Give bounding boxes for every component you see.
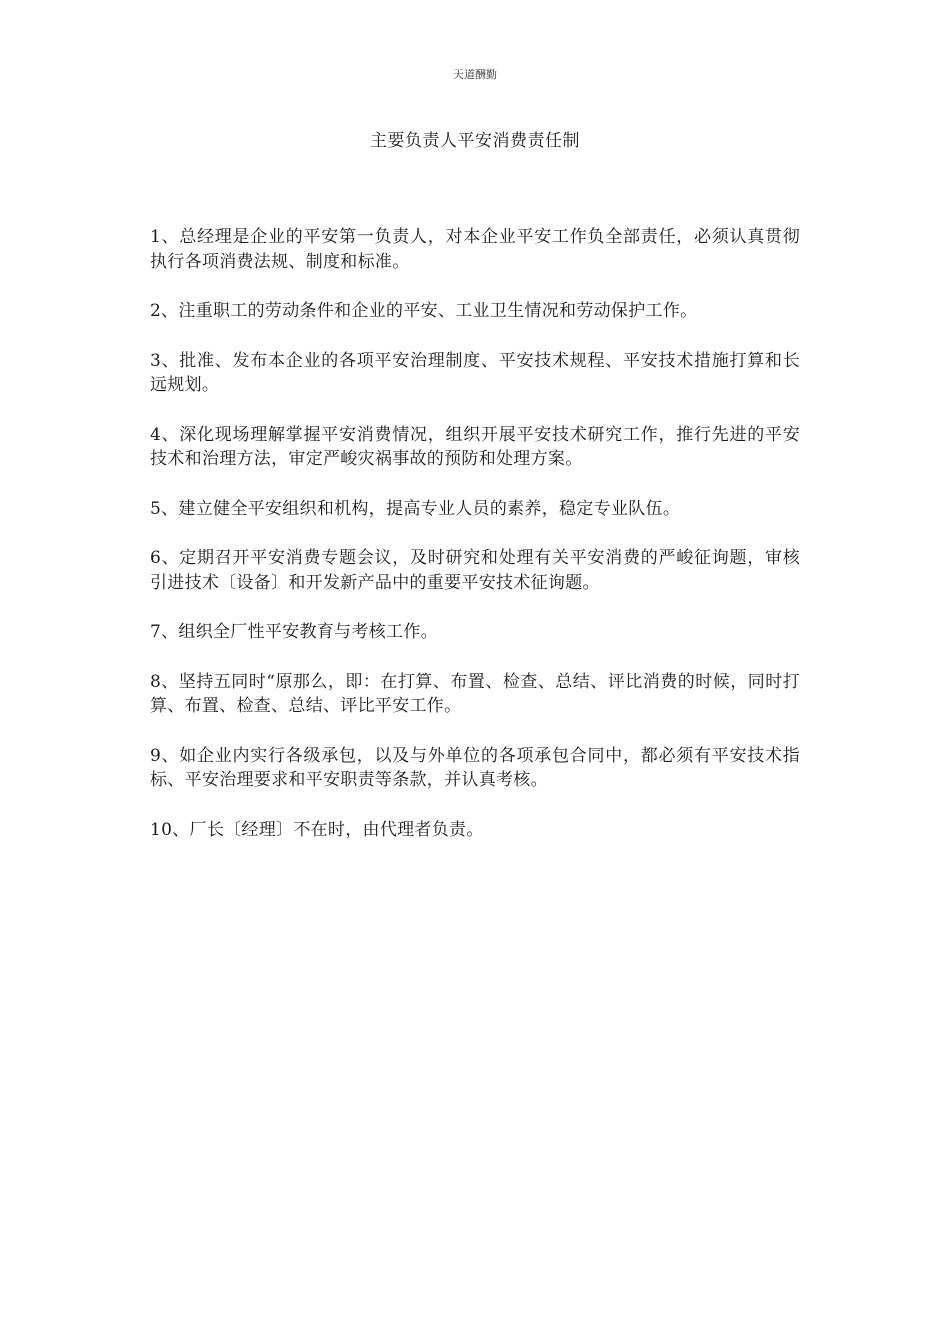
list-item: 8、坚持五同时“原那么，即：在打算、布置、检查、总结、评比消费的时候，同时打算、布置、检查、总结、评比平安工作。	[150, 671, 800, 716]
list-item: 6、定期召开平安消费专题会议，及时研究和处理有关平安消费的严峻征询题，审核引进技术〔设备〕和开发新产品中的重要平安技术征询题。	[150, 548, 800, 593]
list-item: 2、注重职工的劳动条件和企业的平安、工业卫生情况和劳动保护工作。	[150, 301, 698, 321]
list-item: 7、组织全厂性平安教育与考核工作。	[150, 622, 438, 642]
list-item: 3、批准、发布本企业的各项平安治理制度、平安技术规程、平安技术措施打算和长远规划。	[150, 350, 800, 395]
page-header: 天道酬勤	[453, 68, 497, 81]
responsibility-list	[150, 225, 800, 867]
list-item: 4、深化现场理解掌握平安消费情况，组织开展平安技术研究工作，推行先进的平安技术和治理方法，审定严峻灾祸事故的预防和处理方案。	[150, 424, 800, 469]
document-title: 主要负责人平安消费责任制	[370, 131, 580, 151]
list-item: 10、厂长〔经理〕不在时，由代理者负责。	[150, 819, 484, 840]
list-item: 5、建立健全平安组织和机构，提高专业人员的素养，稳定专业队伍。	[150, 498, 681, 519]
list-item: 1、总经理是企业的平安第一负责人，对本企业平安工作负全部责任，必须认真贯彻执行各项消费法规、制度和标准。	[150, 227, 800, 272]
list-item: 9、如企业内实行各级承包，以及与外单位的各项承包合同中，都必须有平安技术指标、平安治理要求和平安职责等条款，并认真考核。	[150, 745, 800, 790]
